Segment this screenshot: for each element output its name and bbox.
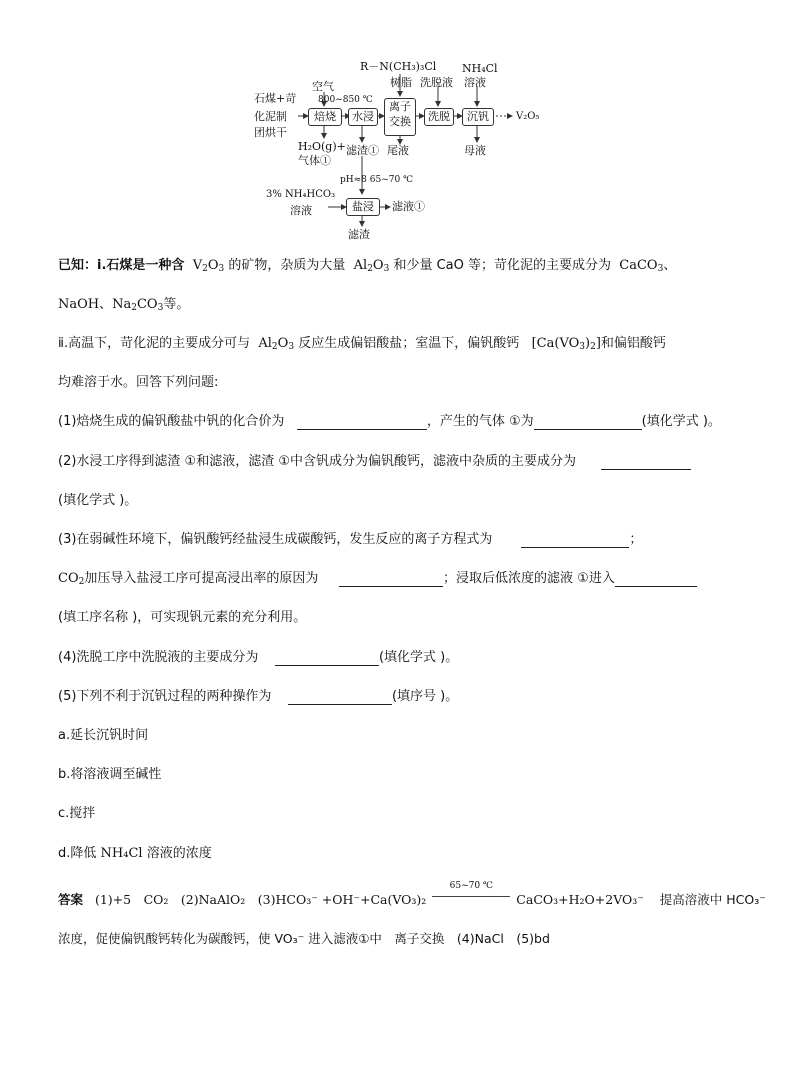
question-3-line-3: (填工序名称 )，可实现钒元素的充分利用。 — [58, 610, 307, 625]
nh4cl-solution-label: 溶液 — [464, 76, 486, 89]
q3-text: (3)在弱碱性环境下，偏钒酸钙经盐浸生成碳酸钙，发生反应的离子方程式为 — [58, 532, 493, 547]
naoh-text: NaOH、Na — [58, 297, 132, 312]
caco3-text: CaCO — [619, 258, 658, 273]
q1-text-3: (填化学式 )。 — [641, 414, 721, 429]
q4-blank[interactable] — [275, 651, 379, 666]
q3-semicolon: ； — [629, 532, 643, 547]
option-d-text-2: 溶液的浓度 — [146, 846, 212, 861]
elution-box: 洗脱 — [424, 108, 454, 126]
q3-text-2: 加压导入盐浸工序可提高浸出率的原因为 — [84, 571, 319, 586]
answer-label: 答案 — [58, 892, 84, 907]
temp-label: 800~850 ℃ — [318, 95, 373, 105]
answer-part-1: (1)+5 CO₂ (2)NaAlO₂ (3)HCO₃⁻ +OH⁻+Ca(VO₃)₂ — [94, 892, 427, 907]
given-ii-text-2: 反应生成偏铝酸盐；室温下，偏钒酸钙 — [298, 336, 520, 351]
tail-liquid-label: 尾液 — [387, 144, 409, 157]
air-label: 空气 — [312, 80, 334, 93]
resin-label: 树脂 — [390, 76, 412, 89]
ion-exchange-line-1: 离子 — [389, 100, 411, 113]
question-4 — [58, 650, 458, 666]
reaction-bar — [432, 896, 510, 897]
answer-line-1 — [58, 881, 766, 908]
option-c: c.搅拌 — [58, 806, 96, 821]
roast-output-2: 气体① — [298, 154, 331, 167]
feed-label-1: 石煤+苛 — [254, 92, 297, 105]
q1-blank-valence[interactable] — [297, 415, 427, 430]
reaction-arrow — [430, 881, 512, 908]
v2o3-formula: $V_2O_3$ — [192, 258, 225, 274]
mother-liquor-label: 母液 — [464, 144, 486, 157]
option-d — [58, 846, 212, 862]
given-line-2: NaOH、$Na_2CO_3$等。 — [58, 297, 190, 313]
filtrate-1-label: 滤液① — [392, 200, 425, 213]
q3-blank-equation[interactable] — [521, 533, 629, 548]
option-d-formula: NH₄Cl — [100, 846, 143, 861]
q5-blank[interactable] — [288, 690, 392, 705]
answer-part-2: CaCO₃+H₂O+2VO₃⁻ — [516, 892, 644, 907]
v2o3-v: V — [192, 258, 203, 273]
q5-text: (5)下列不利于沉钒过程的两种操作为 — [58, 689, 272, 704]
resin-reagent-label: R－N(CH₃)₃Cl — [360, 60, 437, 73]
option-b: b.将溶液调至碱性 — [58, 767, 162, 782]
q1-text: (1)焙烧生成的偏钒酸盐中钒的化合价为 — [58, 414, 285, 429]
q2-blank[interactable] — [601, 455, 691, 470]
answer-part-3: 提高溶液中 HCO₃⁻ — [659, 892, 766, 907]
given-ii-text: ⅱ.高温下，苛化泥的主要成分可与 — [58, 336, 251, 351]
q2-text: (2)水浸工序得到滤渣 ①和滤液，滤渣 ①中含钒成分为偏钒酸钙，滤液中杂质的主要成分为 — [58, 454, 576, 469]
q1-blank-gas[interactable] — [534, 415, 642, 430]
process-flowchart — [240, 52, 570, 247]
question-3-line-2 — [58, 571, 697, 587]
q5-text-2: (填序号 )。 — [391, 689, 459, 704]
q1-text-2: ，产生的气体 ①为 — [426, 414, 534, 429]
co-text: CO — [136, 297, 158, 312]
salt-leach-box: 盐浸 — [346, 198, 380, 216]
al2o3-formula: $Al_2O_3$ — [353, 258, 390, 274]
caco3-formula: CaCO$_3$ — [619, 258, 664, 274]
given-line-3 — [58, 336, 666, 352]
water-leach-box: 水浸 — [348, 108, 378, 126]
residue-1-label: 滤渣① — [346, 144, 379, 157]
roast-output-1: H₂O(g)+ — [298, 140, 346, 153]
given-text-4: 、 — [663, 258, 677, 273]
given-text-2: 的矿物，杂质为大量 — [228, 258, 346, 273]
q4-text-2: (填化学式 )。 — [378, 650, 459, 665]
ion-exchange-line-2: 交换 — [389, 115, 411, 128]
given-line-1 — [58, 258, 676, 274]
given-line-4: 均难溶于水。回答下列问题: — [58, 375, 219, 390]
q3-blank-reason[interactable] — [339, 572, 443, 587]
given-text-3: 和少量 CaO 等；苛化泥的主要成分为 — [393, 258, 612, 273]
given-text: 已知：ⅰ.石煤是一种含 — [58, 258, 185, 273]
question-2-cont: (填化学式 )。 — [58, 493, 138, 508]
product-label: V₂O₅ — [516, 111, 540, 122]
given-text-5: 等。 — [163, 297, 190, 312]
residue-2-label: 滤渣 — [348, 228, 370, 241]
co2-formula: $CO_2$ — [58, 571, 85, 587]
q3-blank-process[interactable] — [615, 572, 697, 587]
q3-text-3: ；浸取后低浓度的滤液 ①进入 — [443, 571, 615, 586]
answer-line-2: 浓度，促使偏钒酸钙转化为碳酸钙，使 VO₃⁻ 进入滤液①中 离子交换 (4)NaCl (5)bd — [58, 931, 550, 946]
nh4hco3-label: 3% NH₄HCO₃ — [266, 189, 336, 200]
reaction-condition: 65~70 ℃ — [449, 881, 493, 891]
question-3 — [58, 532, 642, 548]
salt-leach-conditions: pH≈8 65~70 ℃ — [340, 175, 414, 185]
option-a: a.延长沉钒时间 — [58, 728, 149, 743]
feed-label-3: 团烘干 — [254, 126, 287, 139]
question-1 — [58, 414, 721, 430]
ca-vo3-formula: $[Ca(VO_3)_2]$ — [531, 336, 601, 352]
al2o3-al: Al — [353, 258, 368, 273]
nh4cl-label: NH₄Cl — [462, 62, 498, 75]
nh4hco3-solution-label: 溶液 — [290, 204, 312, 217]
given-ii-text-3: 和偏铝酸钙 — [600, 336, 666, 351]
feed-label-2: 化泥制 — [254, 110, 287, 123]
question-2 — [58, 454, 691, 470]
q4-text: (4)洗脱工序中洗脱液的主要成分为 — [58, 650, 259, 665]
eluent-label: 洗脱液 — [420, 76, 453, 89]
roast-box: 焙烧 — [308, 108, 342, 126]
question-5 — [58, 689, 458, 705]
option-d-text: d.降低 — [58, 846, 97, 861]
precipitation-box: 沉钒 — [462, 108, 494, 126]
al2o3-formula-2: $Al_2O_3$ — [258, 336, 295, 352]
ion-exchange-box — [384, 98, 416, 136]
